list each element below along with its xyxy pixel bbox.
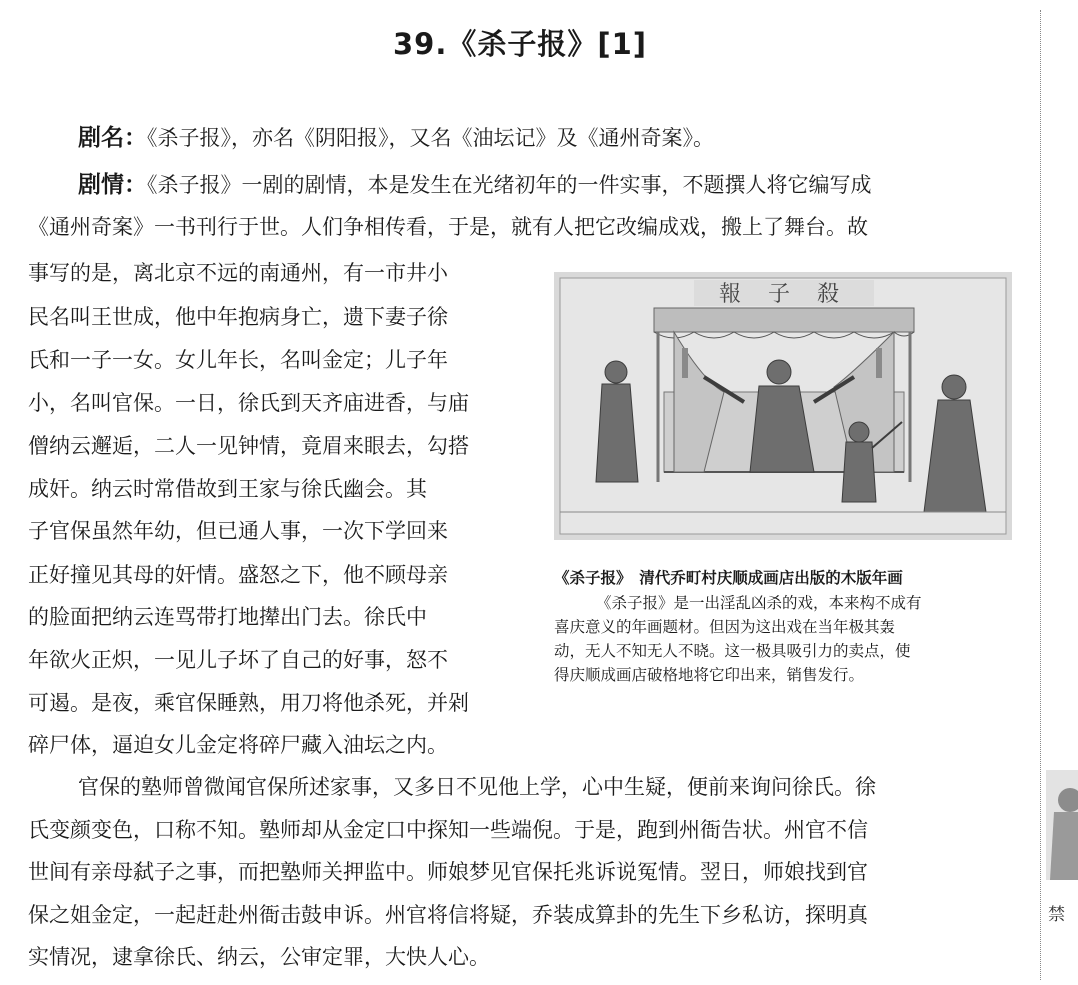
para3-line-3: 世间有亲母弑子之事，而把塾师关押监中。师娘梦见官保托兆诉说冤情。翌日，师娘找到官	[28, 860, 868, 884]
print-banner-text: 報 子 殺	[719, 282, 849, 307]
plot-line-2: 《通州奇案》一书刊行于世。人们争相传看，于是，就有人把它改编成戏，搬上了舞台。故	[28, 215, 868, 239]
para3-line-5: 实情况，逮拿徐氏、纳云，公审定罪，大快人心。	[28, 945, 490, 969]
title-text: 《杀子报》，亦名《阴阳报》，又名《油坛记》及《通州奇案》。	[147, 126, 714, 150]
plot-line-9: 子官保虽然年幼，但已通人事，一次下学回来	[28, 519, 448, 543]
adjacent-page-illustration	[1046, 770, 1078, 880]
page-margin-rule	[1040, 10, 1041, 980]
label-plot: 剧情：	[78, 172, 147, 198]
figure-caption-line-3: 动，无人不知无人不晓。这一极具吸引力的卖点，使	[554, 642, 911, 660]
para3-line-2: 氏变颜变色，口称不知。塾师却从金定口中探知一些端倪。于是，跑到州衙告状。州官不信	[28, 818, 868, 842]
plot-line-3: 事写的是，离北京不远的南通州，有一市井小	[28, 261, 448, 285]
plot-line-12: 年欲火正炽，一见儿子坏了自己的好事，怒不	[28, 648, 448, 672]
adjacent-page-character: 禁	[1048, 905, 1065, 925]
plot-line-14: 碎尸体，逼迫女儿金定将碎尸藏入油坛之内。	[28, 733, 448, 757]
plot-line-8: 成奸。纳云时常借故到王家与徐氏幽会。其	[28, 477, 427, 501]
page-title: 39.《杀子报》[1]	[392, 27, 648, 61]
figure-caption-title: 《杀子报》 清代乔町村庆顺成画店出版的木版年画	[554, 569, 903, 587]
woodblock-print-figure	[554, 272, 1012, 540]
plot-line-11: 的脸面把纳云连骂带打地撵出门去。徐氏中	[28, 605, 427, 629]
label-title: 剧名：	[78, 125, 147, 151]
plot-text-1: 《杀子报》一剧的剧情，本是发生在光绪初年的一件实事，不题撰人将它编写成	[147, 173, 872, 197]
woodblock-print-image	[554, 272, 1012, 540]
paragraph-title-line	[78, 119, 714, 157]
plot-line-7: 僧纳云邂逅，二人一见钟情，竟眉来眼去，勾搭	[28, 434, 469, 458]
plot-line-4: 民名叫王世成，他中年抱病身亡，遗下妻子徐	[28, 305, 448, 329]
para3-line-4: 保之姐金定，一起赶赴州衙击鼓申诉。州官将信将疑，乔装成算卦的先生下乡私访，探明真	[28, 903, 868, 927]
plot-line-10: 正好撞见其母的奸情。盛怒之下，他不顾母亲	[28, 563, 448, 587]
figure-caption-line-1: 《杀子报》是一出淫乱凶杀的戏，本来构不成有	[596, 594, 922, 612]
plot-line-13: 可遏。是夜，乘官保睡熟，用刀将他杀死，并剁	[28, 691, 469, 715]
plot-line-1	[78, 166, 872, 204]
figure-caption-line-2: 喜庆意义的年画题材。但因为这出戏在当年极其轰	[554, 618, 896, 636]
plot-line-5: 氏和一子一女。女儿年长，名叫金定；儿子年	[28, 348, 448, 372]
para3-line-1: 官保的塾师曾微闻官保所述家事，又多日不见他上学，心中生疑，便前来询问徐氏。徐	[78, 775, 876, 799]
figure-caption-line-4: 得庆顺成画店破格地将它印出来，销售发行。	[554, 666, 865, 684]
plot-line-6: 小，名叫官保。一日，徐氏到天齐庙进香，与庙	[28, 391, 469, 415]
